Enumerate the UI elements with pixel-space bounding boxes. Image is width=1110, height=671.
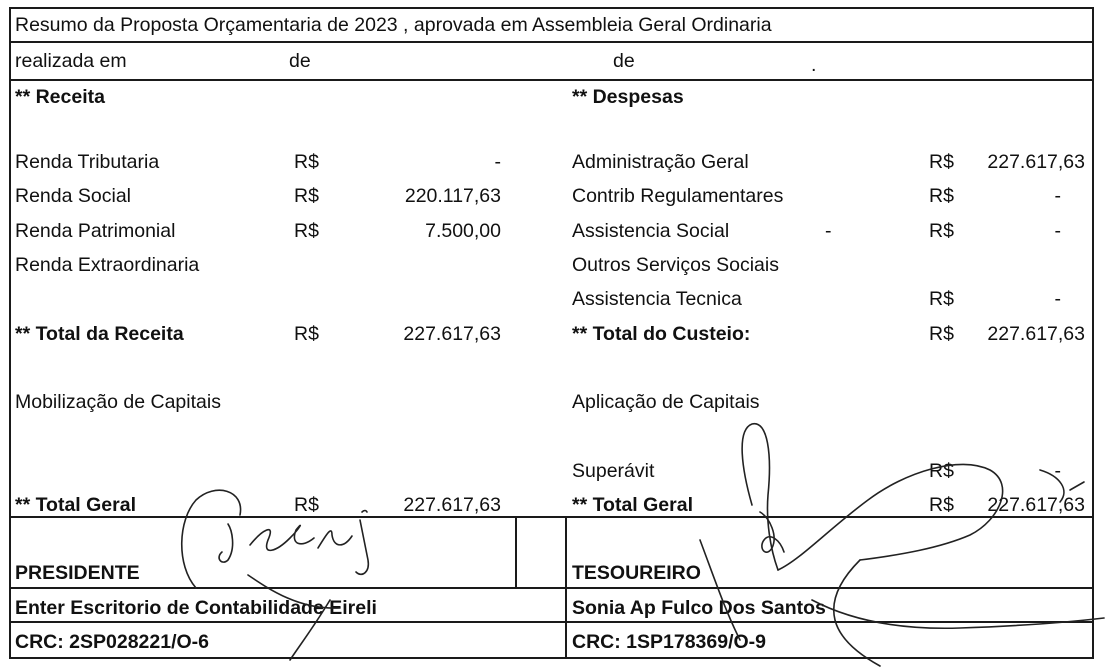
- treasurer-crc: CRC: 1SP178369/O-9: [572, 631, 767, 653]
- receita-item-label: Renda Patrimonial: [15, 220, 176, 242]
- superavit-label: Superávit: [572, 460, 655, 482]
- despesa-item-label: Assistencia Tecnica: [572, 288, 742, 310]
- receita-item-currency: R$: [294, 220, 319, 242]
- receita-item-value: 7.500,00: [425, 220, 501, 242]
- despesa-total-geral-currency: R$: [929, 494, 954, 516]
- despesa-item-value: -: [1054, 185, 1061, 207]
- treasurer-role: TESOUREIRO: [572, 562, 701, 584]
- treasurer-name: Sonia Ap Fulco Dos Santos: [572, 597, 826, 619]
- receita-total-geral-currency: R$: [294, 494, 319, 516]
- president-role: PRESIDENTE: [15, 562, 140, 584]
- receita-total-currency: R$: [294, 323, 319, 345]
- accountant-name: Enter Escritorio de Contabilidade Eireli: [15, 597, 377, 619]
- sig-divider-2: [565, 516, 567, 659]
- despesa-item-label: Outros Serviços Sociais: [572, 254, 779, 276]
- budget-summary-document: [9, 7, 1094, 659]
- header-dot: .: [811, 54, 817, 76]
- receita-item-currency: R$: [294, 185, 319, 207]
- despesa-item-value: -: [1054, 220, 1061, 242]
- receita-item-value: -: [494, 151, 501, 173]
- receita-item-value: 220.117,63: [404, 185, 501, 207]
- receita-total-label: ** Total da Receita: [15, 323, 184, 345]
- despesa-item-currency: R$: [929, 151, 954, 173]
- despesa-item-label: Administração Geral: [572, 151, 749, 173]
- despesa-total-custeio-label: ** Total do Custeio:: [572, 323, 751, 345]
- despesa-item-currency: R$: [929, 288, 954, 310]
- realizada-label: realizada em: [15, 50, 127, 72]
- despesas-heading: ** Despesas: [572, 86, 684, 108]
- receita-item-currency: R$: [294, 151, 319, 173]
- despesa-item-currency: R$: [929, 220, 954, 242]
- mobilizacao-label: Mobilização de Capitais: [15, 391, 221, 413]
- de-label-2: de: [613, 50, 635, 72]
- receita-item-label: Renda Extraordinaria: [15, 254, 200, 276]
- receita-total-geral-label: ** Total Geral: [15, 494, 137, 516]
- despesa-total-custeio-value: 227.617,63: [987, 323, 1085, 345]
- rule-below-roles: [11, 587, 1092, 589]
- superavit-currency: R$: [929, 460, 954, 482]
- despesa-total-geral-value: 227.617,63: [987, 494, 1085, 516]
- receita-heading: ** Receita: [15, 86, 105, 108]
- sig-divider-1: [515, 516, 517, 588]
- receita-item-label: Renda Social: [15, 185, 131, 207]
- accountant-crc: CRC: 2SP028221/O-6: [15, 631, 210, 653]
- receita-total-geral-value: 227.617,63: [403, 494, 501, 516]
- receita-total-value: 227.617,63: [403, 323, 501, 345]
- document-title: Resumo da Proposta Orçamentaria de 2023 , aprovada em Assembleia Geral Ordinaria: [15, 14, 772, 36]
- rule-below-title: [11, 41, 1092, 43]
- despesa-item-label: Assistencia Social: [572, 220, 730, 242]
- rule-below-header: [11, 79, 1092, 81]
- de-label-1: de: [289, 50, 311, 72]
- despesa-total-geral-label: ** Total Geral: [572, 494, 694, 516]
- despesa-item-currency: R$: [929, 185, 954, 207]
- despesa-item-label: Contrib Regulamentares: [572, 185, 784, 207]
- despesa-item-dash: -: [825, 220, 832, 242]
- rule-between-names: [11, 621, 1092, 623]
- aplicacao-label: Aplicação de Capitais: [572, 391, 760, 413]
- despesa-item-value: 227.617,63: [987, 151, 1085, 173]
- despesa-item-value: -: [1054, 288, 1061, 310]
- superavit-value: -: [1054, 460, 1061, 482]
- despesa-total-custeio-currency: R$: [929, 323, 954, 345]
- receita-item-label: Renda Tributaria: [15, 151, 160, 173]
